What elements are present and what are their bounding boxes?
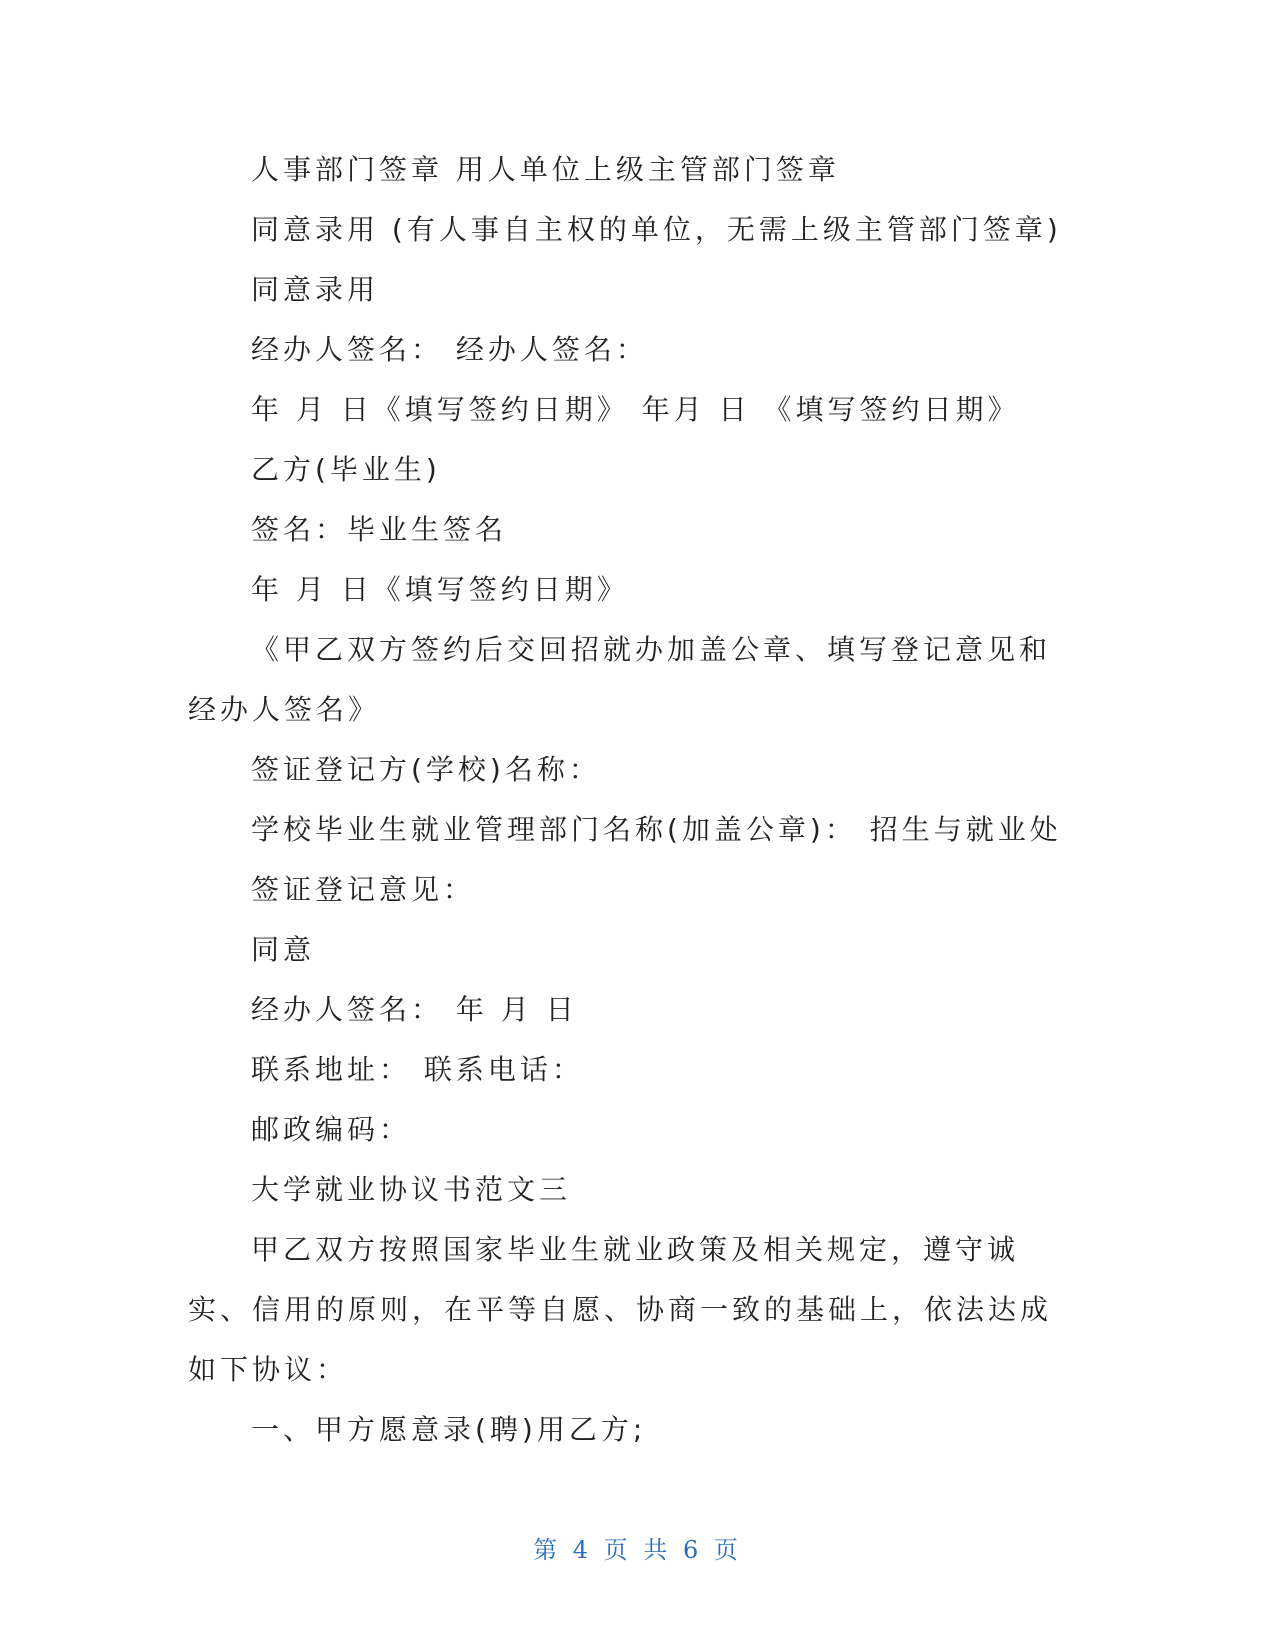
text-line: 年 月 日《填写签约日期》	[251, 573, 629, 606]
section-heading: 大学就业协议书范文三	[251, 1173, 572, 1206]
text-line: 签名：毕业生签名	[251, 513, 508, 546]
text-line: 邮政编码：	[251, 1113, 412, 1146]
text-line: 签证登记方(学校)名称：	[251, 753, 601, 786]
text-line: 签证登记意见：	[251, 873, 476, 906]
intro-paragraph: 甲乙双方按照国家毕业生就业政策及相关规定，遵守诚实、信用的原则，在平等自愿、协商一致的基础上，依法达成如下协议：	[188, 1233, 1053, 1386]
page-number-footer: 第 4 页 共 6 页	[533, 1536, 742, 1564]
text-line: 一、甲方愿意录(聘)用乙方;	[251, 1413, 647, 1446]
notice-paragraph: 《甲乙双方签约后交回招就办加盖公章、填写登记意见和经办人签名》	[188, 633, 1052, 726]
text-line: 联系地址： 联系电话：	[251, 1053, 584, 1086]
text-line: 年 月 日《填写签约日期》 年月 日 《填写签约日期》	[251, 393, 1020, 426]
document-body	[188, 140, 1068, 1460]
text-line: 同意录用 (有人事自主权的单位，无需上级主管部门签章)	[251, 213, 1062, 246]
text-line: 经办人签名： 经办人签名：	[251, 333, 648, 366]
text-line: 经办人签名： 年 月 日	[251, 993, 578, 1026]
text-line: 人事部门签章 用人单位上级主管部门签章	[251, 153, 840, 186]
text-line: 学校毕业生就业管理部门名称(加盖公章)： 招生与就业处	[251, 813, 1062, 846]
text-line: 同意录用	[251, 273, 380, 306]
text-line: 同意	[251, 933, 316, 966]
text-line: 乙方(毕业生)	[251, 453, 441, 486]
